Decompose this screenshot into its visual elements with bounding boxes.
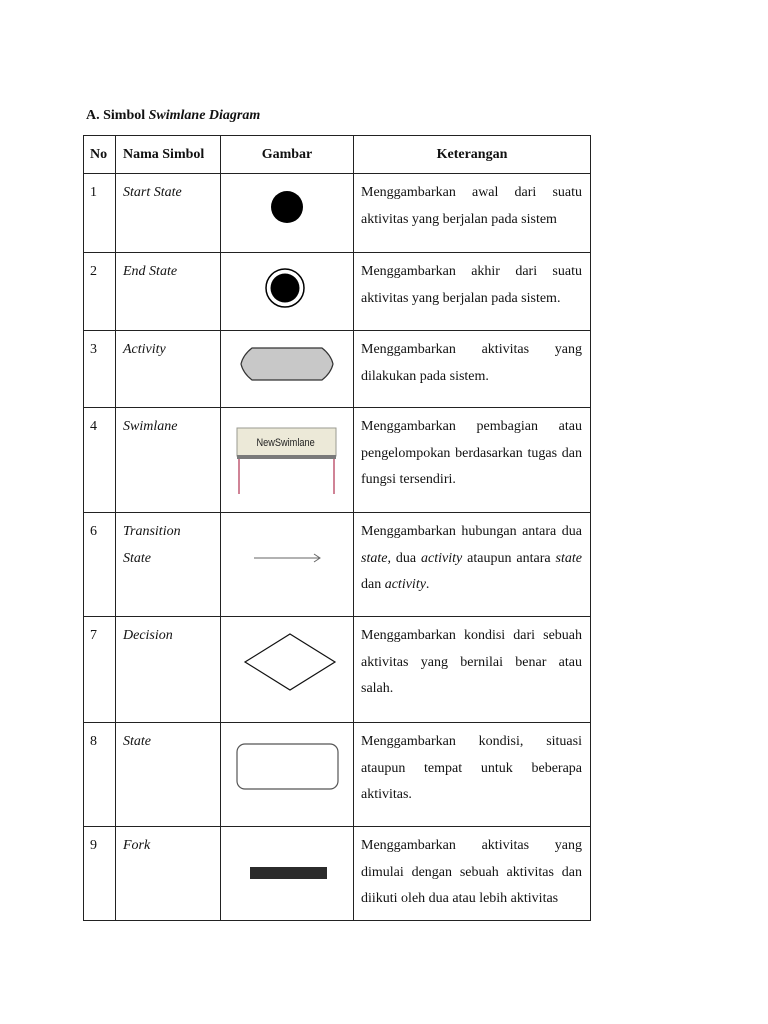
row-number: 2 — [84, 253, 116, 331]
rounded-rectangle-icon — [235, 741, 341, 793]
row-number: 8 — [84, 723, 116, 827]
symbol-name: End State — [116, 253, 221, 331]
symbol-description: Menggambarkan kondisi dari sebuah aktivitas yang bernilai benar atau salah. — [354, 617, 591, 723]
table-row — [84, 513, 591, 617]
swimlane-icon — [235, 426, 339, 496]
bullseye-circle-icon — [264, 267, 306, 309]
symbol-description: Menggambarkan pembagian atau pengelompokan berdasarkan tugas dan fungsi tersendiri. — [354, 408, 591, 513]
section-heading: A. Simbol Swimlane Diagram — [86, 108, 261, 123]
table-row — [84, 253, 591, 331]
symbol-image-cell — [221, 827, 354, 921]
table-row — [84, 408, 591, 513]
symbol-name: Start State — [116, 174, 221, 253]
row-number: 4 — [84, 408, 116, 513]
symbol-description: Menggambarkan hubungan antara dua state, dua activity ataupun antara state dan activity. — [354, 513, 591, 617]
diamond-icon — [243, 632, 337, 692]
symbol-image-cell — [221, 408, 354, 513]
symbol-table — [83, 135, 591, 921]
symbol-image-cell — [221, 253, 354, 331]
symbol-description: Menggambarkan aktivitas yang dilakukan pada sistem. — [354, 331, 591, 408]
arrow-right-icon — [252, 551, 324, 565]
symbol-image-cell — [221, 331, 354, 408]
header-no: No — [84, 136, 116, 174]
table-row — [84, 617, 591, 723]
row-number: 3 — [84, 331, 116, 408]
symbol-name: Decision — [116, 617, 221, 723]
table-row — [84, 723, 591, 827]
header-description: Keterangan — [354, 136, 591, 174]
fork-bar-icon — [249, 865, 329, 881]
symbol-name: Swimlane — [116, 408, 221, 513]
row-number: 1 — [84, 174, 116, 253]
symbol-image-cell — [221, 723, 354, 827]
symbol-description: Menggambarkan kondisi, situasi ataupun tempat untuk beberapa aktivitas. — [354, 723, 591, 827]
row-number: 6 — [84, 513, 116, 617]
symbol-name: Fork — [116, 827, 221, 921]
row-number: 9 — [84, 827, 116, 921]
filled-circle-icon — [268, 188, 306, 226]
symbol-name: Activity — [116, 331, 221, 408]
symbol-name: State — [116, 723, 221, 827]
symbol-image-cell — [221, 174, 354, 253]
symbol-name: Transition State — [116, 513, 221, 617]
row-number: 7 — [84, 617, 116, 723]
header-name: Nama Simbol — [116, 136, 221, 174]
symbol-image-cell — [221, 513, 354, 617]
table-header-row — [84, 136, 591, 174]
rounded-activity-icon — [238, 345, 336, 383]
symbol-description: Menggambarkan aktivitas yang dimulai dengan sebuah aktivitas dan diikuti oleh dua atau lebih aktivitas — [354, 827, 591, 921]
table-row — [84, 331, 591, 408]
symbol-image-cell — [221, 617, 354, 723]
header-image: Gambar — [221, 136, 354, 174]
table-row — [84, 174, 591, 253]
table-row — [84, 827, 591, 921]
symbol-description: Menggambarkan akhir dari suatu aktivitas yang berjalan pada sistem. — [354, 253, 591, 331]
symbol-description: Menggambarkan awal dari suatu aktivitas yang berjalan pada sistem — [354, 174, 591, 253]
swimlane-icon-label: NewSwimlane — [256, 437, 315, 450]
